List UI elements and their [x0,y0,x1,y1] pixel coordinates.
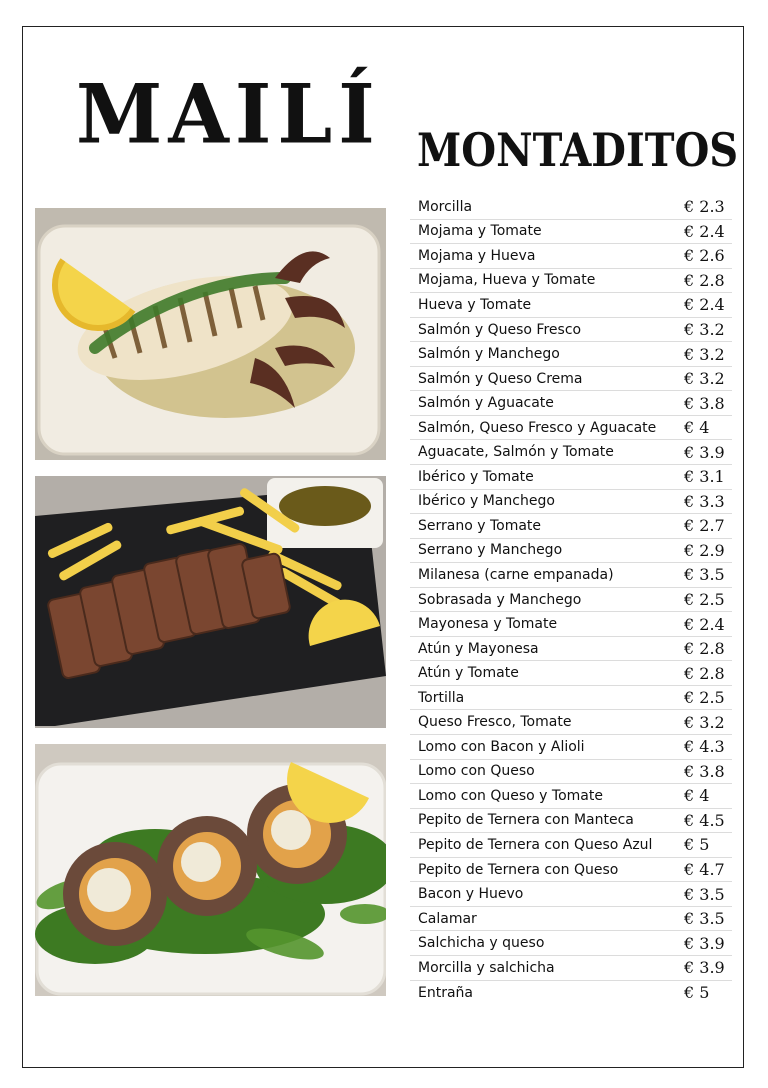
menu-item-name: Salmón y Manchego [418,346,560,363]
menu-item [410,195,732,220]
menu-item-name: Salmón y Aguacate [418,395,554,412]
menu-item [410,244,732,269]
menu-item-name: Salmón y Queso Fresco [418,321,582,338]
menu-item-name: Morcilla y salchicha [418,959,555,976]
menu-item [410,391,732,416]
menu-item-price: € 4 [684,418,710,438]
menu-item-name: Aguacate, Salmón y Tomate [418,444,614,461]
menu-item-name: Morcilla [418,198,473,215]
menu-item-price: € 3.1 [684,467,725,487]
menu-item [410,563,732,588]
brand-name: MAILÍ [76,66,381,163]
menu-item-name: Pepito de Ternera con Manteca [418,812,634,829]
menu-item-price: € 3.2 [684,320,725,339]
menu-item-name: Salmón y Queso Crema [418,370,583,387]
menu-item [410,318,732,343]
menu-item-price: € 2.3 [684,197,725,217]
menu-item-price: € 3.5 [684,884,725,904]
menu-item-name: Sobrasada y Manchego [418,591,582,608]
menu-item-price: € 2.4 [684,295,725,315]
menu-item-price: € 5 [684,983,710,1003]
menu-item-price: € 2.4 [684,221,725,241]
menu-item-price: € 3.8 [684,393,725,413]
menu-item [410,490,732,515]
menu-item-name: Ibérico y Manchego [418,493,555,510]
scallops-arugula-photo [35,744,386,996]
menu-item [410,342,732,367]
menu-item-price: € 2.7 [684,516,725,536]
menu-item-price: € 4.5 [684,810,725,830]
menu-item-name: Queso Fresco, Tomate [418,714,572,731]
menu-item [410,784,732,809]
menu-item-price: € 4.7 [684,860,725,880]
menu-item [410,833,732,858]
menu-item [410,735,732,760]
menu-item-name: Mayonesa y Tomate [418,616,558,633]
menu-item-price: € 3.5 [684,909,725,929]
menu-item-name: Ibérico y Tomate [418,468,534,485]
menu-item-name: Salmón, Queso Fresco y Aguacate [418,419,657,436]
menu-item-name: Serrano y Manchego [418,542,563,559]
menu-item-name: Hueva y Tomate [418,296,532,313]
menu-item [410,465,732,490]
grilled-squid-photo [35,208,386,460]
menu-item [410,367,732,392]
menu-item-price: € 2.4 [684,614,725,634]
menu-item-name: Lomo con Queso y Tomate [418,787,603,804]
menu-item-price: € 3.9 [684,442,725,462]
menu-item-price: € 3.5 [684,565,725,585]
menu-item-name: Entraña [418,984,473,1001]
grilled-steak-fries-photo [35,476,386,728]
menu-item-name: Atún y Tomate [418,665,519,682]
menu-item-name: Salchicha y queso [418,935,545,952]
menu-item-name: Bacon y Huevo [418,886,524,903]
menu-item [410,440,732,465]
menu-item-price: € 4 [684,786,710,806]
menu-item [410,882,732,907]
menu-item [410,588,732,613]
menu-item [410,931,732,956]
menu-item-name: Lomo con Bacon y Alioli [418,738,585,755]
section-title: MONTADITOS [417,123,739,178]
menu-item [410,293,732,318]
menu-item-price: € 2.6 [684,246,725,266]
menu-item [410,661,732,686]
menu-item-price: € 2.8 [684,663,725,683]
menu-item-price: € 2.5 [684,688,725,708]
menu-item-name: Milanesa (carne empanada) [418,566,614,583]
menu-item-price: € 2.9 [684,540,725,560]
menu-item [410,686,732,711]
menu-item-price: € 5 [684,835,710,855]
menu-item-price: € 2.8 [684,270,725,290]
menu-item-name: Pepito de Ternera con Queso [418,861,619,878]
menu-item-name: Mojama y Tomate [418,223,542,240]
menu-item-name: Pepito de Ternera con Queso Azul [418,836,653,853]
menu-item-name: Tortilla [418,689,465,706]
menu-item-price: € 3.3 [684,491,725,511]
menu-item-name: Mojama y Hueva [418,247,536,264]
menu-item-price: € 2.5 [684,590,725,610]
menu-item-price: € 3.9 [684,933,725,953]
menu-item-price: € 4.3 [684,737,725,757]
menu-item-name: Calamar [418,910,477,927]
menu-item [410,858,732,883]
menu-item [410,220,732,245]
menu-item [410,809,732,834]
menu-item [410,981,732,1006]
menu-item [410,269,732,294]
menu-item-price: € 3.2 [684,344,725,364]
menu-item-name: Mojama, Hueva y Tomate [418,272,596,289]
menu-item-name: Atún y Mayonesa [418,640,539,657]
menu-item-price: € 3.2 [684,712,725,732]
menu-item [410,956,732,981]
menu-item-price: € 3.2 [684,369,725,389]
menu-item [410,710,732,735]
menu-item [410,539,732,564]
brand-logo [76,62,381,172]
menu-item-price: € 2.8 [684,639,725,659]
menu-item-name: Serrano y Tomate [418,517,542,534]
menu-item [410,612,732,637]
menu-item-name: Lomo con Queso [418,763,535,780]
menu-item [410,514,732,539]
menu-item [410,907,732,932]
menu-item [410,637,732,662]
menu-item-price: € 3.9 [684,958,725,978]
menu-item [410,416,732,441]
menu-item [410,760,732,785]
menu-item-price: € 3.8 [684,761,725,781]
menu-list [410,195,732,1005]
